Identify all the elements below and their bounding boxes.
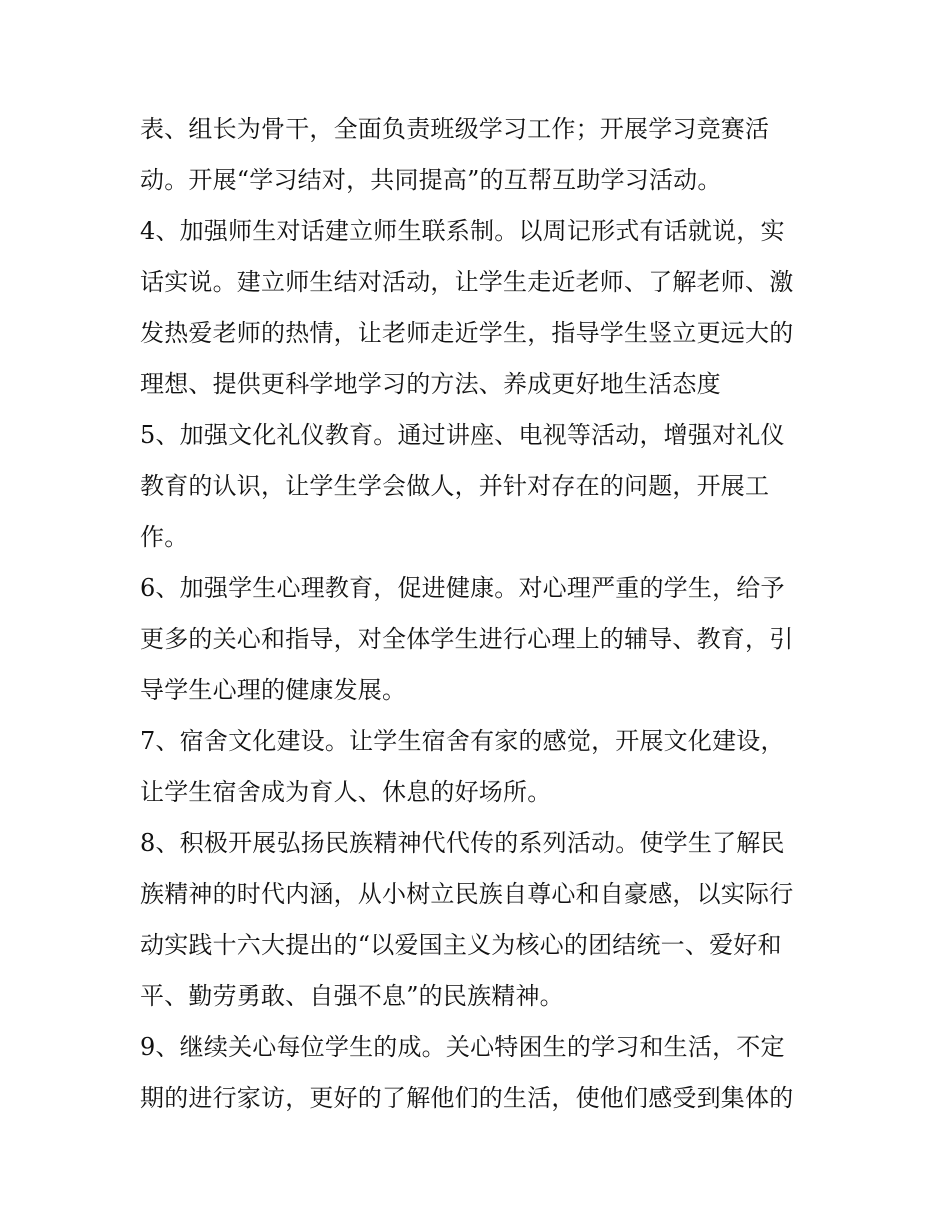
text-line: 理想、提供更科学地学习的方法、养成更好地生活态度 [140,370,721,398]
text-line: 期的进行家访，更好的了解他们的生活，使他们感受到集体的 [140,1084,794,1112]
text-line: 教育的认识，让学生学会做人，并针对存在的问题，开展工 [140,472,770,500]
text-line: 9、继续关心每位学生的成。关心特困生的学习和生活，不定 [140,1033,785,1061]
text-line: 8、积极开展弘扬民族精神代代传的系列活动。使学生了解民 [140,829,785,857]
text-line: 4、加强师生对话建立师生联系制。以周记形式有话就说，实 [140,217,785,245]
text-line: 6、加强学生心理教育，促进健康。对心理严重的学生，给予 [140,574,785,602]
text-line: 平、勤劳勇敢、自强不息”的民族精神。 [140,982,564,1010]
text-line: 发热爱老师的热情，让老师走近学生，指导学生竖立更远大的 [140,319,794,347]
text-line: 5、加强文化礼仪教育。通过讲座、电视等活动，增强对礼仪 [140,421,785,449]
text-line: 动实践十六大提出的“以爱国主义为核心的团结统一、爱好和 [140,931,782,959]
text-line: 族精神的时代内涵，从小树立民族自尊心和自豪感，以实际行 [140,880,794,908]
text-line: 作。 [140,523,189,551]
text-line: 7、宿舍文化建设。让学生宿舍有家的感觉，开展文化建设， [140,727,785,755]
text-line: 表、组长为骨干，全面负责班级学习工作；开展学习竞赛活 [140,115,770,143]
text-line: 动。开展“学习结对，共同提高”的互帮互助学习活动。 [140,166,722,194]
document-body [140,104,830,1124]
text-line: 更多的关心和指导，对全体学生进行心理上的辅导、教育，引 [140,625,794,653]
text-line: 导学生心理的健康发展。 [140,676,407,704]
text-line: 让学生宿舍成为育人、休息的好场所。 [140,778,552,806]
text-line: 话实说。建立师生结对活动，让学生走近老师、了解老师、激 [140,268,794,296]
